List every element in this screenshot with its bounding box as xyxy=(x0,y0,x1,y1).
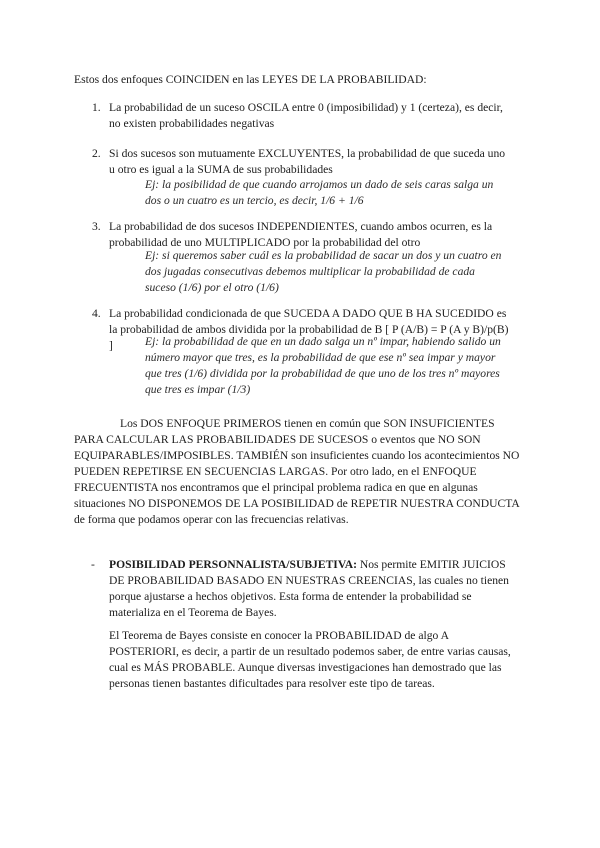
example-2: Ej: la posibilidad de que cuando arrojamos un dado de seis caras salga un dos o un cuatro es un tercio, es decir, 1/6 + 1/6 xyxy=(145,178,494,207)
example-4: Ej: la probabilidad de que en un dado salga un nº impar, habiendo salido un número mayor que tres, es la probabilidad de que ese nº sea impar y mayor que tres (1/6) dividida por la probabilidad de que uno de los tres nº mayores que tres es impar (1/3) xyxy=(145,335,501,396)
list-number: 1. xyxy=(92,101,101,114)
bullet-heading: POSIBILIDAD PERSONNALISTA/SUBJETIVA: xyxy=(109,558,357,571)
list-text: La probabilidad de dos sucesos INDEPENDIENTES, cuando ambos ocurren, es la probabilidad de uno MULTIPLICADO por la probabilidad del otro xyxy=(109,220,493,249)
list-text: La probabilidad de un suceso OSCILA entre 0 (imposibilidad) y 1 (certeza), es decir, no existen probabilidades negativas xyxy=(109,101,503,130)
body-paragraph xyxy=(74,416,524,528)
list-number: 3. xyxy=(92,220,101,233)
bullet-text: Nos permite EMITIR JUICIOS DE PROBABILIDAD BASADO EN NUESTRAS CREENCIAS, las cuales no tienen porque ajustarse a hechos objetivos. Esta forma de entender la probabilidad se materializa en el Teorema de Bayes. xyxy=(109,558,509,619)
list-text: Si dos sucesos son mutuamente EXCLUYENTES, la probabilidad de que suceda uno u otro es igual a la SUMA de sus probabilidades xyxy=(109,147,506,176)
example-3: Ej: si queremos saber cuál es la probabilidad de sacar un dos y un cuatro en dos jugadas consecutivas debemos multiplicar la probabilidad de cada suceso (1/6) por el otro (1/6) xyxy=(145,249,502,294)
bayes-paragraph: El Teorema de Bayes consiste en conocer la PROBABILIDAD de algo A POSTERIORI, es decir, a partir de un resultado podemos saber, de entre varias causas, cual es MÁS PROBABLE. Aunque diversas investigaciones han demostrado que las personas tienen bastantes dificultades para resolver este tipo de tareas. xyxy=(109,629,511,690)
bullet-item xyxy=(109,557,519,621)
paragraph-text: Los DOS ENFOQUE PRIMEROS tienen en común que SON INSUFICIENTES PARA CALCULAR LAS PROBABILIDADES DE SUCESOS o eventos que NO SON EQUIPARABLES/IMPOSIBLES. TAMBIÉN son insuficientes cuando los acontecimientos NO PUEDEN REPETIRSE EN SECUENCIAS LARGAS. Por otro lado, en el ENFOQUE FRECUENTISTA nos encontramos que el principal problema radica en que en algunas situaciones NO DISPONEMOS DE LA POSIBILIDAD de REPETIR NUESTRA CONDUCTA de forma que podamos operar con las frecuencias relativas. xyxy=(74,417,520,526)
intro-text: Estos dos enfoques COINCIDEN en las LEYES DE LA PROBABILIDAD: xyxy=(74,73,427,86)
list-text: La probabilidad condicionada de que SUCEDA A DADO QUE B HA SUCEDIDO es la probabilidad de ambos dividida por la probabilidad de B [ P (A/B) = P (A y B)/p(B) ] xyxy=(109,307,509,352)
list-number: 4. xyxy=(92,307,101,320)
bullet-dash: - xyxy=(91,558,95,571)
list-number: 2. xyxy=(92,147,101,160)
